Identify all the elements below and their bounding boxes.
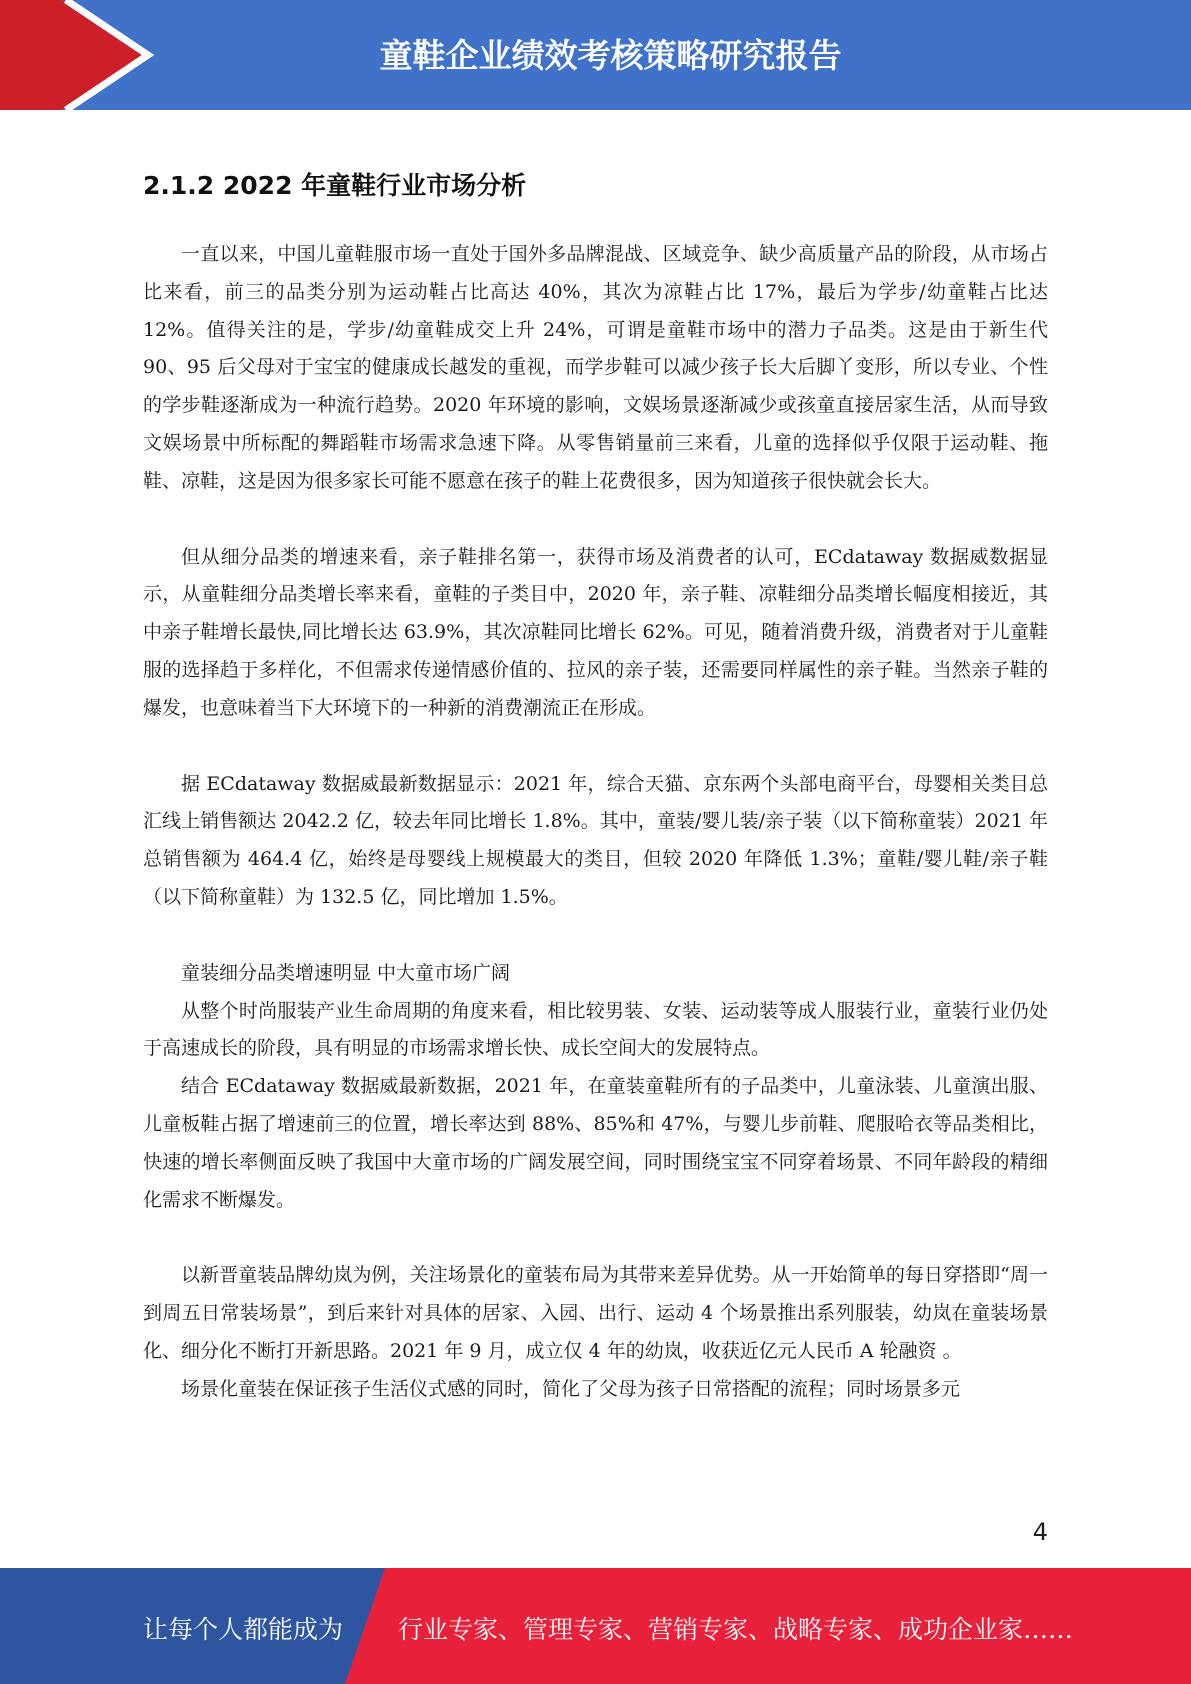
paragraph: 但从细分品类的增速来看，亲子鞋排名第一，获得市场及消费者的认可，ECdataway 数据威数据显示，从童鞋细分品类增长率来看，童鞋的子类目中，2020 年，亲子鞋、凉鞋细分品类增长幅度相接近，其中亲子鞋增长最快,同比增长达 63.9%，其次凉鞋同比增长 62%。可见，随着消费升级，消费者对于儿童鞋服的选择趋于多样化，不但需求传递情感价值的、拉风的亲子装，还需要同样属性的亲子鞋。当然亲子鞋的爆发，也意味着当下大环境下的一种新的消费潮流正在形成。 bbox=[143, 545, 1048, 719]
page-footer bbox=[0, 1568, 1191, 1684]
section-heading: 2.1.2 2022 年童鞋行业市场分析 bbox=[143, 171, 527, 200]
paragraph: 一直以来，中国儿童鞋服市场一直处于国外多品牌混战、区域竞争、缺少高质量产品的阶段，从市场占比来看，前三的品类分别为运动鞋占比高达 40%，其次为凉鞋占比 17%，最后为学步/幼童鞋占比达 12%。值得关注的是，学步/幼童鞋成交上升 24%，可谓是童鞋市场中的潜力子品类。这是由于新生代 90、95 后父母对于宝宝的健康成长越发的重视，而学步鞋可以减少孩子长大后脚丫变形，所以专业、个性的学步鞋逐渐成为一种流行趋势。2020 年环境的影响，文娱场景逐渐减少或孩童直接居家生活，从而导致文娱场景中所标配的舞蹈鞋市场需求急速下降。从零售销量前三来看，儿童的选择似乎仅限于运动鞋、拖鞋、凉鞋，这是因为很多家长可能不愿意在孩子的鞋上花费很多，因为知道孩子很快就会长大。 bbox=[143, 243, 1048, 492]
footer-slogan-left: 让每个人都能成为 bbox=[143, 1615, 344, 1644]
page-number: 4 bbox=[1032, 1518, 1048, 1546]
footer-slogan-right: 行业专家、管理专家、营销专家、战略专家、成功企业家…… bbox=[398, 1615, 1074, 1644]
header-title: 童鞋企业绩效考核策略研究报告 bbox=[379, 36, 842, 75]
paragraph: 场景化童装在保证孩子生活仪式感的同时，简化了父母为孩子日常搭配的流程；同时场景多元 bbox=[181, 1377, 961, 1400]
page-header bbox=[0, 0, 1191, 110]
paragraph: 从整个时尚服装产业生命周期的角度来看，相比较男装、女装、运动装等成人服装行业，童装行业仍处于高速成长的阶段，具有明显的市场需求增长快、成长空间大的发展特点。 bbox=[143, 999, 1048, 1060]
paragraph: 结合 ECdataway 数据威最新数据，2021 年，在童装童鞋所有的子品类中，儿童泳装、儿童演出服、儿童板鞋占据了增速前三的位置，增长率达到 88%、85%和 47%，与婴儿步前鞋、爬服哈衣等品类相比，快速的增长率侧面反映了我国中大童市场的广阔发展空间，同时围绕宝宝不同穿着场景、不同年龄段的精细化需求不断爆发。 bbox=[143, 1075, 1048, 1211]
subheading-paragraph: 童装细分品类增速明显 中大童市场广阔 bbox=[181, 961, 511, 984]
document-body bbox=[143, 166, 1048, 1409]
paragraph: 以新晋童装品牌幼岚为例，关注场景化的童装布局为其带来差异优势。从一开始简单的每日穿搭即“周一到周五日常装场景”，到后来针对具体的居家、入园、出行、运动 4 个场景推出系列服装，幼岚在童装场景化、细分化不断打开新思路。2021 年 9 月，成立仅 4 年的幼岚，收获近亿元人民币 A 轮融资 。 bbox=[143, 1264, 1048, 1362]
paragraph: 据 ECdataway 数据威最新数据显示：2021 年，综合天猫、京东两个头部电商平台，母婴相关类目总汇线上销售额达 2042.2 亿，较去年同比增长 1.8%。其中，童装/婴儿装/亲子装（以下简称童装）2021 年总销售额为 464.4 亿，始终是母婴线上规模最大的类目，但较 2020 年降低 1.3%；童鞋/婴儿鞋/亲子鞋（以下简称童鞋）为 132.5 亿，同比增加 1.5%。 bbox=[143, 772, 1048, 908]
